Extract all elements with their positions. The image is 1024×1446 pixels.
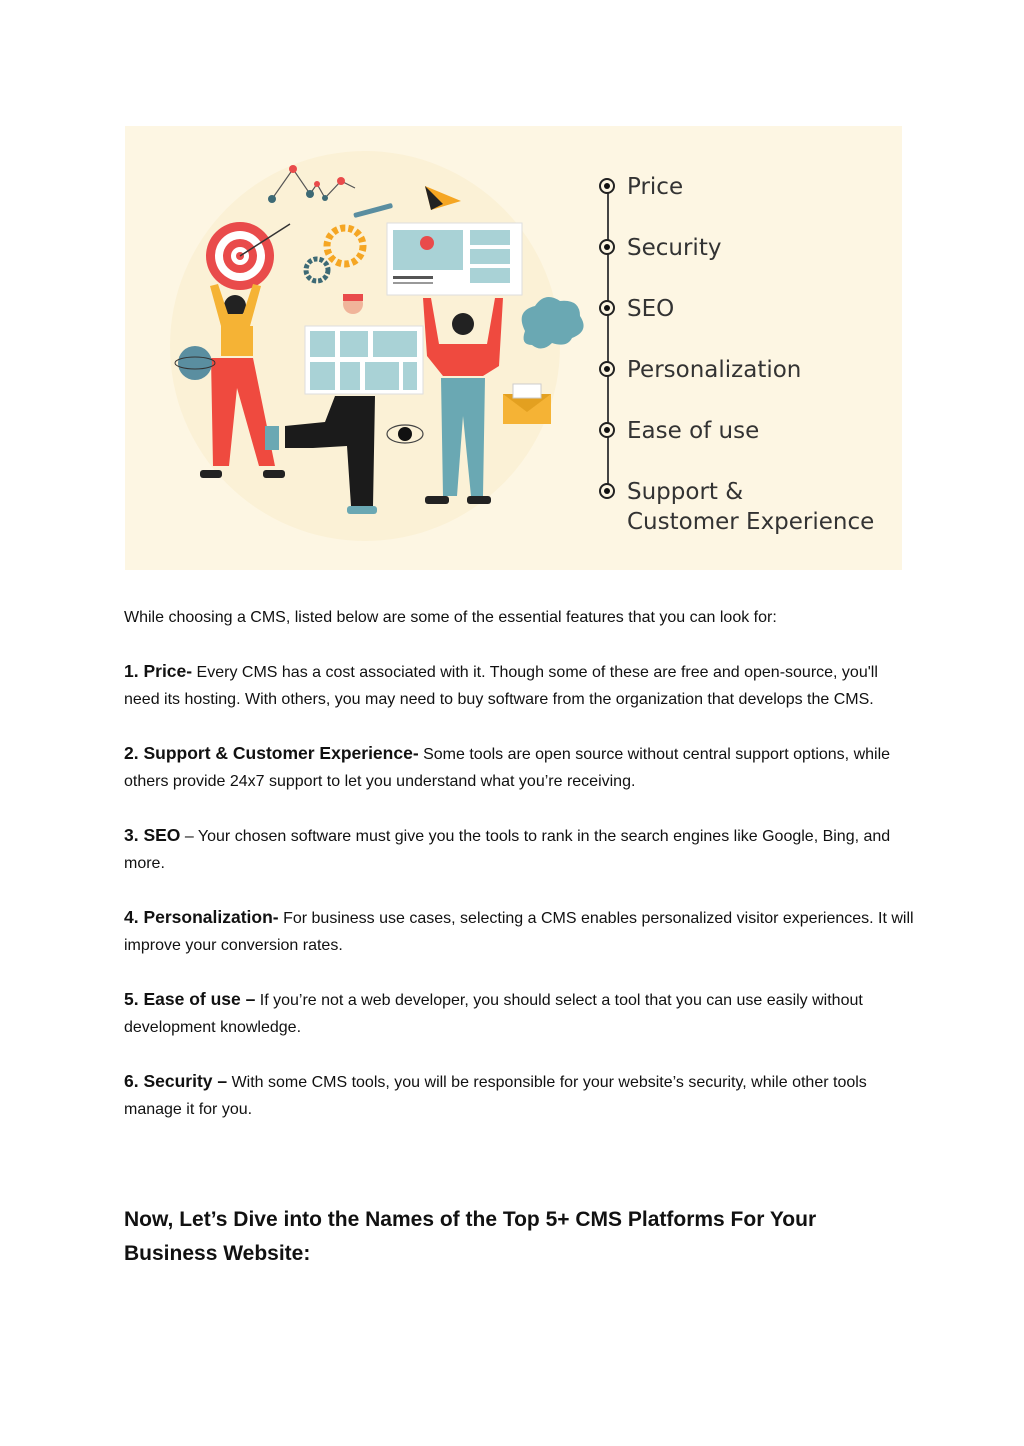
timeline-bullet-icon — [599, 239, 615, 255]
feature-text: With some CMS tools, you will be responsible for your website’s security, while other tools manage it for you. — [124, 1074, 867, 1118]
hero-illustration — [125, 126, 902, 570]
feature-paragraph — [124, 822, 914, 877]
feature-paragraph — [124, 904, 914, 959]
timeline-item-ease-of-use — [599, 416, 759, 446]
timeline-bullet-icon — [599, 178, 615, 194]
feature-title: 4. Personalization- — [124, 907, 279, 927]
team-illustration — [125, 126, 595, 570]
timeline-label: Security — [627, 235, 722, 261]
timeline-label: Ease of use — [627, 418, 760, 444]
timeline-label: Support & Customer Experience — [627, 479, 875, 535]
article-body — [124, 604, 914, 1150]
feature-text: For business use cases, selecting a CMS enables personalized visitor experiences. It will improve your conversion rates. — [124, 910, 914, 954]
timeline-bullet-icon — [599, 422, 615, 438]
feature-paragraph — [124, 658, 914, 713]
timeline-item-seo — [599, 294, 674, 324]
feature-title: 3. SEO — [124, 825, 181, 845]
section-heading: Now, Let’s Dive into the Names of the Top 5+ CMS Platforms For Your Business Website: — [124, 1208, 817, 1265]
feature-text: Every CMS has a cost associated with it. Though some of these are free and open-source, you'll need its hosting. With others, you may need to buy software from the organization that develops the CMS. — [124, 664, 878, 708]
timeline-bullet-icon — [599, 361, 615, 377]
feature-text: Some tools are open source without central support options, while others provide 24x7 support to let you understand what you’re receiving. — [124, 746, 891, 790]
intro-paragraph: While choosing a CMS, listed below are some of the essential features that you can look for: — [124, 609, 777, 626]
feature-title: 1. Price- — [124, 661, 193, 681]
feature-text: – Your chosen software must give you the tools to rank in the search engines like Google, Bing, and more. — [124, 828, 891, 872]
feature-paragraph — [124, 1068, 914, 1123]
feature-title: 2. Support & Customer Experience- — [124, 743, 419, 763]
timeline-label: Price — [627, 174, 684, 200]
timeline-item-personalization — [599, 355, 801, 385]
timeline-bullet-icon — [599, 300, 615, 316]
timeline-item-price — [599, 172, 683, 202]
feature-paragraph — [124, 740, 914, 795]
timeline-item-support — [599, 477, 874, 537]
timeline-label: Personalization — [627, 357, 802, 383]
feature-title: 6. Security – — [124, 1071, 228, 1091]
feature-timeline — [599, 164, 889, 544]
feature-text: If you’re not a web developer, you should select a tool that you can use easily without development knowledge. — [124, 992, 863, 1036]
feature-title: 5. Ease of use – — [124, 989, 256, 1009]
timeline-label: SEO — [627, 296, 675, 322]
timeline-bullet-icon — [599, 483, 615, 499]
timeline-item-security — [599, 233, 721, 263]
feature-paragraph — [124, 986, 914, 1041]
